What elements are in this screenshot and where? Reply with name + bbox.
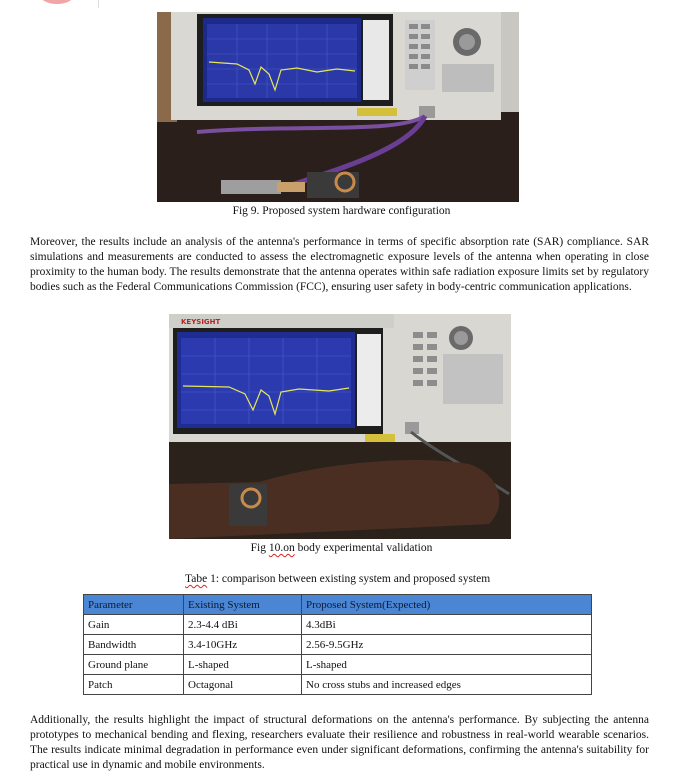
table-row <box>84 675 592 695</box>
table-cell: Patch <box>84 675 184 695</box>
fig10-photo <box>169 314 511 539</box>
table-cell: Bandwidth <box>84 635 184 655</box>
table-header-cell: Proposed System(Expected) <box>302 595 592 615</box>
table-row <box>84 655 592 675</box>
table-cell: Octagonal <box>184 675 302 695</box>
table1-caption <box>185 573 490 585</box>
fig10-brand-text: KEYSIGHT <box>181 318 221 326</box>
table-cell: L-shaped <box>184 655 302 675</box>
table-cell: 2.3-4.4 dBi <box>184 615 302 635</box>
table-header-cell: Parameter <box>84 595 184 615</box>
table-row <box>84 615 592 635</box>
table-cell: 3.4-10GHz <box>184 635 302 655</box>
fig9-photo <box>157 12 519 202</box>
comparison-table <box>83 594 592 695</box>
table-cell: 4.3dBi <box>302 615 592 635</box>
fig10-caption <box>0 542 683 554</box>
fig9-caption: Fig 9. Proposed system hardware configuration <box>232 205 451 217</box>
fig10-caption-prefix: Fig <box>250 542 269 554</box>
table-header-row <box>84 595 592 615</box>
table-cell: 2.56-9.5GHz <box>302 635 592 655</box>
table1-caption-rest: 1: comparison between existing system and proposed system <box>207 573 491 585</box>
table-cell: Gain <box>84 615 184 635</box>
table-cell: Ground plane <box>84 655 184 675</box>
table-cell: L-shaped <box>302 655 592 675</box>
paragraph-sar: Moreover, the results include an analysis of the antenna's performance in terms of specific absorption rate (SAR) compliance. SAR simulations and measurements are conducted to assess the electromagnetic exposure levels of the antenna when operating in close proximity to the human body. The results demonstrate that the antenna operates within safe radiation exposure limits set by regulatory bodies such as the Federal Communications Commission (FCC), ensuring user safety in body-centric communication applications. <box>30 236 649 293</box>
table-cell: No cross stubs and increased edges <box>302 675 592 695</box>
fig10-caption-squiggle: 10.on <box>268 542 295 554</box>
paragraph-deformation: Additionally, the results highlight the impact of structural deformations on the antenna's performance. By subjecting the antenna prototypes to mechanical bending and flexing, researchers evaluate their resilience and robustness in real-world wearable scenarios. The results indicate minimal degradation in performance even under significant deformations, confirming the antenna's suitability for practical use in dynamic and mobile environments. <box>30 714 649 771</box>
fig10-caption-suffix: body experimental validation <box>294 542 433 554</box>
table-row <box>84 635 592 655</box>
table-header-cell: Existing System <box>184 595 302 615</box>
logo-fragment <box>30 0 99 8</box>
table1-caption-squiggle: Tabe <box>185 573 208 585</box>
